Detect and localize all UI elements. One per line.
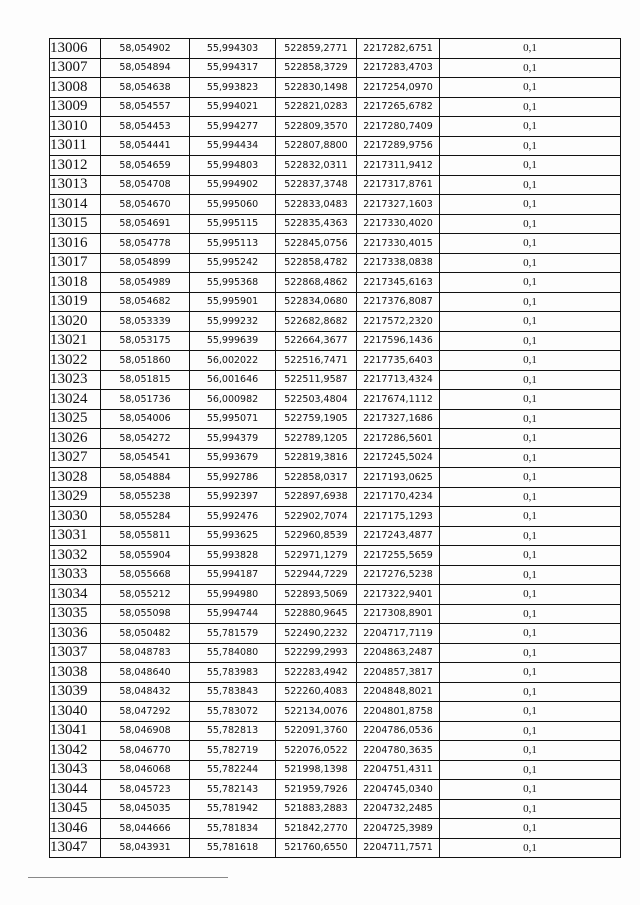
y-coordinate-cell: 2217276,5238 [357,565,440,585]
table-row [50,312,621,332]
longitude-cell: 55,782813 [190,721,276,741]
longitude-cell: 55,993625 [190,526,276,546]
longitude-cell: 55,784080 [190,643,276,663]
point-number-cell: 13038 [50,663,101,683]
y-coordinate-cell: 2217311,9412 [357,156,440,176]
table-row [50,741,621,761]
table-row [50,819,621,839]
x-coordinate-cell: 521842,2770 [276,819,357,839]
latitude-cell: 58,048432 [101,682,190,702]
latitude-cell: 58,054899 [101,253,190,273]
accuracy-cell: 0,1 [440,507,621,527]
table-row [50,565,621,585]
longitude-cell: 55,994277 [190,117,276,137]
y-coordinate-cell: 2204863,2487 [357,643,440,663]
x-coordinate-cell: 522789,1205 [276,429,357,449]
accuracy-cell: 0,1 [440,838,621,858]
accuracy-cell: 0,1 [440,312,621,332]
longitude-cell: 55,994980 [190,585,276,605]
latitude-cell: 58,054989 [101,273,190,293]
latitude-cell: 58,043931 [101,838,190,858]
latitude-cell: 58,054453 [101,117,190,137]
latitude-cell: 58,054884 [101,468,190,488]
y-coordinate-cell: 2217735,6403 [357,351,440,371]
y-coordinate-cell: 2217345,6163 [357,273,440,293]
latitude-cell: 58,048640 [101,663,190,683]
x-coordinate-cell: 522835,4363 [276,214,357,234]
latitude-cell: 58,055212 [101,585,190,605]
point-number-cell: 13042 [50,741,101,761]
y-coordinate-cell: 2217376,8087 [357,292,440,312]
point-number-cell: 13022 [50,351,101,371]
x-coordinate-cell: 522859,2771 [276,39,357,59]
accuracy-cell: 0,1 [440,682,621,702]
accuracy-cell: 0,1 [440,58,621,78]
x-coordinate-cell: 522299,2993 [276,643,357,663]
longitude-cell: 55,994902 [190,175,276,195]
x-coordinate-cell: 522971,1279 [276,546,357,566]
table-row [50,760,621,780]
table-row [50,234,621,254]
latitude-cell: 58,047292 [101,702,190,722]
y-coordinate-cell: 2217286,5601 [357,429,440,449]
x-coordinate-cell: 522960,8539 [276,526,357,546]
longitude-cell: 55,783072 [190,702,276,722]
x-coordinate-cell: 522830,1498 [276,78,357,98]
latitude-cell: 58,045035 [101,799,190,819]
point-number-cell: 13047 [50,838,101,858]
table-row [50,409,621,429]
accuracy-cell: 0,1 [440,585,621,605]
latitude-cell: 58,054638 [101,78,190,98]
accuracy-cell: 0,1 [440,370,621,390]
table-row [50,351,621,371]
table-row [50,721,621,741]
point-number-cell: 13035 [50,604,101,624]
table-row [50,97,621,117]
longitude-cell: 55,781579 [190,624,276,644]
latitude-cell: 58,054682 [101,292,190,312]
x-coordinate-cell: 521998,1398 [276,760,357,780]
y-coordinate-cell: 2217254,0970 [357,78,440,98]
y-coordinate-cell: 2217282,6751 [357,39,440,59]
x-coordinate-cell: 522759,1905 [276,409,357,429]
table-row [50,370,621,390]
table-row [50,117,621,137]
latitude-cell: 58,055284 [101,507,190,527]
point-number-cell: 13037 [50,643,101,663]
longitude-cell: 55,783983 [190,663,276,683]
longitude-cell: 55,782143 [190,780,276,800]
y-coordinate-cell: 2217572,2320 [357,312,440,332]
accuracy-cell: 0,1 [440,487,621,507]
x-coordinate-cell: 522076,0522 [276,741,357,761]
latitude-cell: 58,046770 [101,741,190,761]
point-number-cell: 13014 [50,195,101,215]
latitude-cell: 58,054708 [101,175,190,195]
x-coordinate-cell: 522902,7074 [276,507,357,527]
point-number-cell: 13030 [50,507,101,527]
table-row [50,780,621,800]
x-coordinate-cell: 522260,4083 [276,682,357,702]
coordinates-table [49,38,621,858]
accuracy-cell: 0,1 [440,819,621,839]
table-row [50,292,621,312]
point-number-cell: 13019 [50,292,101,312]
y-coordinate-cell: 2217245,5024 [357,448,440,468]
accuracy-cell: 0,1 [440,253,621,273]
x-coordinate-cell: 522664,3677 [276,331,357,351]
accuracy-cell: 0,1 [440,663,621,683]
longitude-cell: 55,782244 [190,760,276,780]
table-row [50,136,621,156]
point-number-cell: 13034 [50,585,101,605]
point-number-cell: 13045 [50,799,101,819]
x-coordinate-cell: 522893,5069 [276,585,357,605]
accuracy-cell: 0,1 [440,292,621,312]
longitude-cell: 55,999232 [190,312,276,332]
y-coordinate-cell: 2217255,5659 [357,546,440,566]
y-coordinate-cell: 2217265,6782 [357,97,440,117]
point-number-cell: 13046 [50,819,101,839]
accuracy-cell: 0,1 [440,136,621,156]
x-coordinate-cell: 522837,3748 [276,175,357,195]
table-row [50,604,621,624]
point-number-cell: 13013 [50,175,101,195]
accuracy-cell: 0,1 [440,156,621,176]
y-coordinate-cell: 2204786,0536 [357,721,440,741]
latitude-cell: 58,055098 [101,604,190,624]
x-coordinate-cell: 522490,2232 [276,624,357,644]
accuracy-cell: 0,1 [440,643,621,663]
point-number-cell: 13017 [50,253,101,273]
latitude-cell: 58,054541 [101,448,190,468]
x-coordinate-cell: 522858,0317 [276,468,357,488]
x-coordinate-cell: 522807,8800 [276,136,357,156]
x-coordinate-cell: 522821,0283 [276,97,357,117]
latitude-cell: 58,054659 [101,156,190,176]
y-coordinate-cell: 2217338,0838 [357,253,440,273]
x-coordinate-cell: 522283,4942 [276,663,357,683]
longitude-cell: 55,993679 [190,448,276,468]
accuracy-cell: 0,1 [440,702,621,722]
latitude-cell: 58,054670 [101,195,190,215]
longitude-cell: 55,993823 [190,78,276,98]
point-number-cell: 13023 [50,370,101,390]
longitude-cell: 56,000982 [190,390,276,410]
longitude-cell: 55,995060 [190,195,276,215]
y-coordinate-cell: 2204725,3989 [357,819,440,839]
x-coordinate-cell: 522809,3570 [276,117,357,137]
point-number-cell: 13025 [50,409,101,429]
table-row [50,546,621,566]
y-coordinate-cell: 2217713,4324 [357,370,440,390]
accuracy-cell: 0,1 [440,721,621,741]
latitude-cell: 58,051860 [101,351,190,371]
table-row [50,468,621,488]
point-number-cell: 13012 [50,156,101,176]
accuracy-cell: 0,1 [440,39,621,59]
y-coordinate-cell: 2204751,4311 [357,760,440,780]
point-number-cell: 13015 [50,214,101,234]
point-number-cell: 13024 [50,390,101,410]
x-coordinate-cell: 522503,4804 [276,390,357,410]
longitude-cell: 55,782719 [190,741,276,761]
table-row [50,214,621,234]
longitude-cell: 55,992786 [190,468,276,488]
longitude-cell: 55,995113 [190,234,276,254]
x-coordinate-cell: 522832,0311 [276,156,357,176]
latitude-cell: 58,054894 [101,58,190,78]
table-row [50,487,621,507]
x-coordinate-cell: 521959,7926 [276,780,357,800]
y-coordinate-cell: 2217175,1293 [357,507,440,527]
accuracy-cell: 0,1 [440,429,621,449]
accuracy-cell: 0,1 [440,468,621,488]
longitude-cell: 55,995368 [190,273,276,293]
table-row [50,682,621,702]
accuracy-cell: 0,1 [440,78,621,98]
longitude-cell: 55,995242 [190,253,276,273]
accuracy-cell: 0,1 [440,117,621,137]
accuracy-cell: 0,1 [440,780,621,800]
latitude-cell: 58,055668 [101,565,190,585]
latitude-cell: 58,054006 [101,409,190,429]
y-coordinate-cell: 2217243,4877 [357,526,440,546]
y-coordinate-cell: 2217327,1686 [357,409,440,429]
longitude-cell: 55,995071 [190,409,276,429]
table-row [50,526,621,546]
table-row [50,838,621,858]
table-row [50,39,621,59]
x-coordinate-cell: 522516,7471 [276,351,357,371]
accuracy-cell: 0,1 [440,624,621,644]
table-row [50,624,621,644]
point-number-cell: 13041 [50,721,101,741]
point-number-cell: 13027 [50,448,101,468]
point-number-cell: 13044 [50,780,101,800]
x-coordinate-cell: 522682,8682 [276,312,357,332]
accuracy-cell: 0,1 [440,390,621,410]
accuracy-cell: 0,1 [440,195,621,215]
latitude-cell: 58,054557 [101,97,190,117]
latitude-cell: 58,053339 [101,312,190,332]
table-row [50,585,621,605]
accuracy-cell: 0,1 [440,526,621,546]
y-coordinate-cell: 2204711,7571 [357,838,440,858]
longitude-cell: 55,994021 [190,97,276,117]
point-number-cell: 13016 [50,234,101,254]
latitude-cell: 58,054691 [101,214,190,234]
x-coordinate-cell: 522845,0756 [276,234,357,254]
latitude-cell: 58,045723 [101,780,190,800]
x-coordinate-cell: 522511,9587 [276,370,357,390]
y-coordinate-cell: 2217280,7409 [357,117,440,137]
y-coordinate-cell: 2204780,3635 [357,741,440,761]
accuracy-cell: 0,1 [440,175,621,195]
table-row [50,331,621,351]
table-row [50,507,621,527]
longitude-cell: 56,002022 [190,351,276,371]
y-coordinate-cell: 2217170,4234 [357,487,440,507]
y-coordinate-cell: 2217283,4703 [357,58,440,78]
accuracy-cell: 0,1 [440,741,621,761]
point-number-cell: 13020 [50,312,101,332]
latitude-cell: 58,055238 [101,487,190,507]
point-number-cell: 13018 [50,273,101,293]
longitude-cell: 55,994187 [190,565,276,585]
point-number-cell: 13029 [50,487,101,507]
latitude-cell: 58,050482 [101,624,190,644]
accuracy-cell: 0,1 [440,546,621,566]
point-number-cell: 13006 [50,39,101,59]
latitude-cell: 58,053175 [101,331,190,351]
table-row [50,448,621,468]
accuracy-cell: 0,1 [440,214,621,234]
y-coordinate-cell: 2217327,1603 [357,195,440,215]
table-row [50,702,621,722]
y-coordinate-cell: 2204717,7119 [357,624,440,644]
x-coordinate-cell: 521883,2883 [276,799,357,819]
y-coordinate-cell: 2204732,2485 [357,799,440,819]
accuracy-cell: 0,1 [440,351,621,371]
latitude-cell: 58,046908 [101,721,190,741]
table-row [50,799,621,819]
y-coordinate-cell: 2204745,0340 [357,780,440,800]
y-coordinate-cell: 2217308,8901 [357,604,440,624]
coordinates-table-body [50,39,621,858]
x-coordinate-cell: 522880,9645 [276,604,357,624]
accuracy-cell: 0,1 [440,234,621,254]
longitude-cell: 55,995901 [190,292,276,312]
y-coordinate-cell: 2217330,4020 [357,214,440,234]
point-number-cell: 13021 [50,331,101,351]
longitude-cell: 55,994803 [190,156,276,176]
x-coordinate-cell: 522134,0076 [276,702,357,722]
table-row [50,429,621,449]
longitude-cell: 55,992476 [190,507,276,527]
y-coordinate-cell: 2204857,3817 [357,663,440,683]
x-coordinate-cell: 522819,3816 [276,448,357,468]
x-coordinate-cell: 522833,0483 [276,195,357,215]
longitude-cell: 55,992397 [190,487,276,507]
point-number-cell: 13007 [50,58,101,78]
longitude-cell: 55,781618 [190,838,276,858]
x-coordinate-cell: 522868,4862 [276,273,357,293]
accuracy-cell: 0,1 [440,799,621,819]
longitude-cell: 55,994744 [190,604,276,624]
longitude-cell: 55,994434 [190,136,276,156]
table-row [50,643,621,663]
latitude-cell: 58,051736 [101,390,190,410]
latitude-cell: 58,054778 [101,234,190,254]
point-number-cell: 13031 [50,526,101,546]
longitude-cell: 55,993828 [190,546,276,566]
longitude-cell: 55,995115 [190,214,276,234]
y-coordinate-cell: 2217317,8761 [357,175,440,195]
accuracy-cell: 0,1 [440,448,621,468]
x-coordinate-cell: 522858,3729 [276,58,357,78]
latitude-cell: 58,055811 [101,526,190,546]
y-coordinate-cell: 2217322,9401 [357,585,440,605]
table-row [50,663,621,683]
y-coordinate-cell: 2217674,1112 [357,390,440,410]
x-coordinate-cell: 522834,0680 [276,292,357,312]
latitude-cell: 58,055904 [101,546,190,566]
latitude-cell: 58,054272 [101,429,190,449]
longitude-cell: 55,994379 [190,429,276,449]
x-coordinate-cell: 522091,3760 [276,721,357,741]
longitude-cell: 55,783843 [190,682,276,702]
x-coordinate-cell: 521760,6550 [276,838,357,858]
latitude-cell: 58,051815 [101,370,190,390]
y-coordinate-cell: 2217596,1436 [357,331,440,351]
longitude-cell: 55,994303 [190,39,276,59]
y-coordinate-cell: 2217289,9756 [357,136,440,156]
accuracy-cell: 0,1 [440,331,621,351]
point-number-cell: 13011 [50,136,101,156]
table-row [50,253,621,273]
longitude-cell: 55,781942 [190,799,276,819]
x-coordinate-cell: 522897,6938 [276,487,357,507]
x-coordinate-cell: 522944,7229 [276,565,357,585]
point-number-cell: 13043 [50,760,101,780]
longitude-cell: 56,001646 [190,370,276,390]
longitude-cell: 55,781834 [190,819,276,839]
table-row [50,390,621,410]
footer-rule [28,877,228,878]
table-row [50,273,621,293]
point-number-cell: 13009 [50,97,101,117]
accuracy-cell: 0,1 [440,273,621,293]
point-number-cell: 13036 [50,624,101,644]
table-row [50,78,621,98]
y-coordinate-cell: 2217193,0625 [357,468,440,488]
x-coordinate-cell: 522858,4782 [276,253,357,273]
point-number-cell: 13008 [50,78,101,98]
latitude-cell: 58,044666 [101,819,190,839]
accuracy-cell: 0,1 [440,97,621,117]
point-number-cell: 13032 [50,546,101,566]
point-number-cell: 13028 [50,468,101,488]
point-number-cell: 13010 [50,117,101,137]
point-number-cell: 13040 [50,702,101,722]
point-number-cell: 13026 [50,429,101,449]
table-row [50,175,621,195]
y-coordinate-cell: 2204848,8021 [357,682,440,702]
table-row [50,156,621,176]
accuracy-cell: 0,1 [440,409,621,429]
latitude-cell: 58,046068 [101,760,190,780]
y-coordinate-cell: 2217330,4015 [357,234,440,254]
latitude-cell: 58,054441 [101,136,190,156]
longitude-cell: 55,994317 [190,58,276,78]
point-number-cell: 13033 [50,565,101,585]
longitude-cell: 55,999639 [190,331,276,351]
accuracy-cell: 0,1 [440,604,621,624]
y-coordinate-cell: 2204801,8758 [357,702,440,722]
table-row [50,195,621,215]
accuracy-cell: 0,1 [440,760,621,780]
latitude-cell: 58,048783 [101,643,190,663]
table-row [50,58,621,78]
accuracy-cell: 0,1 [440,565,621,585]
point-number-cell: 13039 [50,682,101,702]
latitude-cell: 58,054902 [101,39,190,59]
